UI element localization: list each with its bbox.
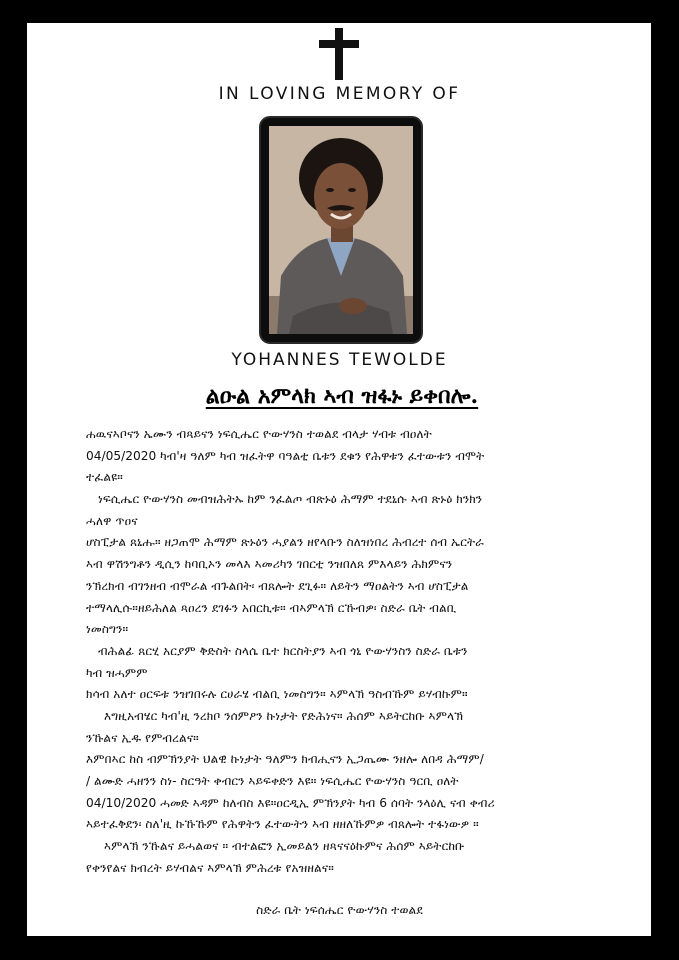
announcement-line: ሐዉናኣቦናን ኤሙን ብጻይናን ነፍሲሔር ዮውሃንስ ተወልደ ብላታ ሃብቱ ብዐለት — [86, 427, 432, 441]
announcement-line: ንኹልና ኢዱ የምብረልና። — [86, 730, 199, 745]
announcement-line: ሓለዋ ጥዐና — [86, 513, 138, 528]
announcement-line: 04/05/2020 ካብ'ዛ ዓለም ካብ ዝፈትዋ ባዓልቲ ቤቱን ደቁን የሕዋቱን ፈተውቱን ብሞት — [86, 448, 485, 463]
announcement-line: ሆስፒታል ጸኒሑ። ዘጋጠሞ ሕማም ጽኑዕን ሓያልን ዘየላቡን ስለዝነበረ ሕብረተ ሰብ ኤርትራ — [86, 535, 484, 550]
memorial-heading: IN LOVING MEMORY OF — [218, 84, 461, 104]
announcement-line: ኣይተፈቅደን፡ ስለ'ዚ ኩኹኹም የሕዋትን ፈተውትን ኣብ ዘዘለኹምዎ ብጸሎት ተፋነውዎ ። — [86, 817, 479, 832]
announcement-line: የቀንየልና ክብረት ይሃብልና ኣምላኽ ምሕረቱ የአዝዘልና። — [86, 860, 334, 875]
cross-icon — [319, 28, 359, 80]
announcement-line: እግዚአብሄር ካብ'ዚ ንረክቦ ንሰምዖን ኩነታት የድሕነና። ሕሰም ኣይትርከቡ ኣምላኽ — [104, 708, 464, 723]
announcement-line: ነፍሲሔር ዮውሃንስ መብዝሕትኡ ከም ንፈልጦ ብጽኑዕ ሕማም ተደኒሱ ኣብ ጽኑዕ ክንክን — [98, 492, 483, 507]
announcement-line: 04/10/2020 ሓመድ ኣዳም ከለብስ እዩ።ዐርዲኢ ምኽንያት ካብ 6 ሰባት ንላዕሊ ናብ ቀብሪ — [86, 795, 495, 810]
portrait-photo — [269, 126, 413, 334]
announcement-line: / ልሙድ ሓዘንን ስነ- ስርዓት ቀብርን ኣይፍቀድን እዩ። ነፍሲሔር ዮውሃንስ ዓርቢ ዐለት — [86, 774, 459, 788]
memorial-title: ልዑል አምላክ ኣብ ዝፋኑ ይቀበሎ. — [205, 383, 479, 409]
announcement-line: ተማላሊሱ።ዘይሕለል ጻዐረን ደገፉን አበርኪቱ። ብኣምላኽ ርኹብዎ፡ ስድራ ቤት ብልቢ — [86, 600, 457, 615]
announcement-line: ኣምላኽ ንኹልና ይሓልወና ። ብተልፎን ኢመይልን ዘጻናናዕኩምና ሕሰም ኣይትርከቡ — [104, 839, 465, 854]
announcement-line: ተፈልዩ። — [86, 470, 123, 485]
family-signature: ስድራ ቤት ነፍሰሔር ዮውሃንስ ተወልደ — [256, 903, 423, 917]
announcement-line: ኣብ ዋሽንግቶን ዲሲን ከባቢኦን መላእ ኣመሪካን ገበርቲ ንዝበለጸ ምእላይን ሕክምናን — [86, 557, 453, 572]
announcement-line: ካብ ዝሓምም — [86, 665, 148, 680]
announcement-text — [86, 424, 606, 879]
announcement-line: እምበኣር ከስ ብምኽንያት ህልዊ ኩነታት ዓለምን ክብሒናን ኢጋጤሙ ንዘሎ ለበዳ ሕማም/ — [86, 752, 484, 767]
announcement-line: ክሳብ አለተ ዐርፍቱ ንዝገበሩሉ ርሀራሄ ብልቢ ነመስግን። ኣምላኽ ዓስብኹም ይሃብኩም። — [86, 687, 468, 702]
portrait-frame — [259, 116, 423, 344]
announcement-line: ነመስግን። — [86, 622, 129, 637]
deceased-name: YOHANNES TEWOLDE — [231, 350, 448, 370]
announcement-line: ንኽረክብ ብገንዘብ ብሞራል ብጉልበት፡ ብጸሎት ደጊፉ። ለይትን ማዐልትን ኣብ ሆስፒታል — [86, 578, 469, 593]
announcement-line: ብሕልፊ ጸርሂ አርያም ቅድስት ስላሴ ቤተ ክርስትያን ኣብ ጎኒ ዮውሃንስን ስድራ ቤቱን — [98, 643, 468, 658]
